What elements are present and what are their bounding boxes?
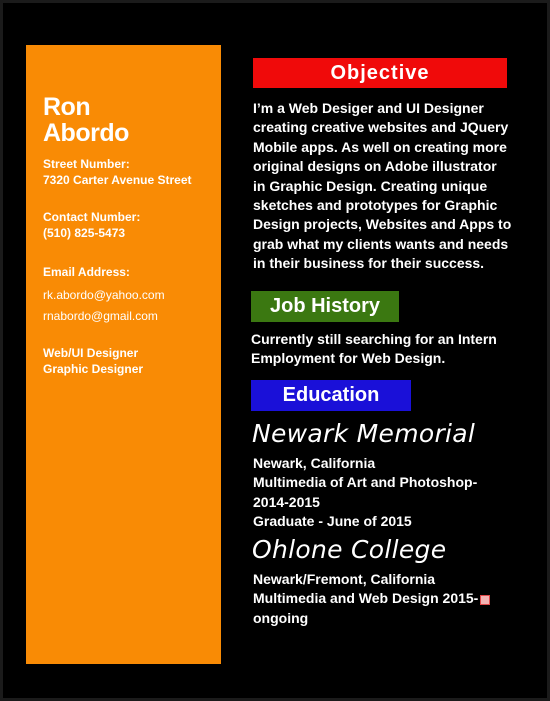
school-detail-text: Multimedia and Web Design 2015- <box>253 590 479 607</box>
school-name: Newark Memorial <box>252 419 476 448</box>
school-details <box>253 570 490 628</box>
email-link[interactable]: rk.abordo@yahoo.com <box>43 288 165 302</box>
objective-line: in their business for their success. <box>253 255 485 272</box>
objective-line: grab what my clients wants and needs <box>253 235 509 252</box>
contact-value: (510) 825-5473 <box>43 226 126 240</box>
job-line: Currently still searching for an Intern <box>251 331 497 347</box>
school-detail-line: Newark, California <box>253 455 376 471</box>
contact-label: Contact Number: <box>43 210 141 224</box>
person-name <box>43 94 129 146</box>
last-name: Abordo <box>43 119 129 147</box>
overflow-marker-icon <box>480 595 490 605</box>
objective-line: Mobile apps. As well on creating more <box>253 138 507 155</box>
education-heading: Education <box>251 380 411 411</box>
school-details <box>253 454 477 532</box>
role-item: Web/UI Designer <box>43 346 139 360</box>
job-line: Employment for Web Design. <box>251 350 446 367</box>
school-detail-line <box>253 589 490 608</box>
job-history-heading: Job History <box>251 291 399 322</box>
school-detail-line: ongoing <box>253 609 309 626</box>
objective-line: original designs on Adobe illustrator <box>253 158 497 175</box>
job-history-text <box>251 330 497 369</box>
role-item: Graphic Designer <box>43 362 144 376</box>
objective-line: Design projects, Websites and Apps to <box>253 216 512 233</box>
street-block <box>43 156 192 188</box>
objective-line: in Graphic Design. Creating unique <box>253 177 488 194</box>
first-name: Ron <box>43 93 91 121</box>
school-name: Ohlone College <box>252 535 447 564</box>
objective-line: creating creative websites and JQuery <box>253 119 509 136</box>
email-label: Email Address: <box>43 265 130 279</box>
objective-text <box>253 99 511 274</box>
objective-line: I’m a Web Desiger and UI Designer <box>253 100 484 116</box>
street-label: Street Number: <box>43 157 130 171</box>
objective-line: sketches and prototypes for Graphic <box>253 197 498 214</box>
school-detail-line: Newark/Fremont, California <box>253 571 436 587</box>
objective-heading: Objective <box>253 58 507 88</box>
school-detail-line: Multimedia of Art and Photoshop- <box>253 474 478 491</box>
school-detail-line: 2014-2015 <box>253 493 320 510</box>
contact-block <box>43 209 140 241</box>
roles-block <box>43 345 143 377</box>
school-detail-line: Graduate - June of 2015 <box>253 513 412 530</box>
email-link[interactable]: rnabordo@gmail.com <box>43 309 158 323</box>
street-value: 7320 Carter Avenue Street <box>43 173 192 187</box>
